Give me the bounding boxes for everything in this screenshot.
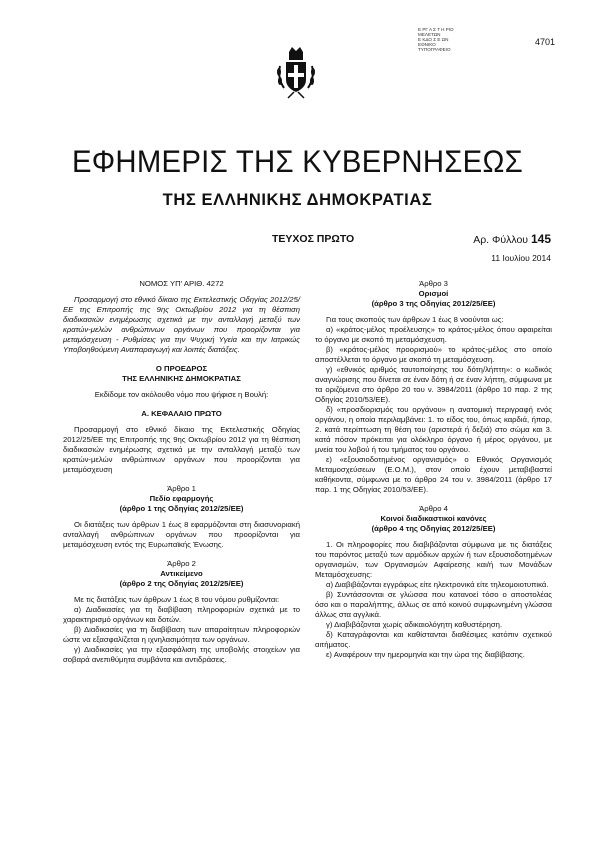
article-title: Πεδίο εφαρμογής	[149, 494, 214, 503]
article-item: α) «κράτος-μέλος προέλευσης» το κράτος-μέλος όπου αφαιρείται το όργανο με σκοπό τη μεταμόσχευση.	[315, 325, 552, 344]
article-number: Άρθρο 3	[419, 279, 448, 288]
stamp-line: Ε ΡΓ Α Σ Τ Η ΡΙΟ	[418, 27, 454, 32]
article-text: 1. Οι πληροφορίες που διαβιβάζονται σύμφωνα με τις διατάξεις του παρόντος μεταξύ των αρμόδιων αρχών ή των εξουσιοδοτημένων οργανισμών, των Οργανισμών Αφαίρεσης και/ή των Μονάδων Μεταμόσχευσης:	[315, 540, 552, 579]
sheet-value: 145	[530, 232, 551, 246]
article-ref: (άρθρο 3 της Οδηγίας 2012/25/ΕΕ)	[371, 299, 496, 308]
law-title: Προσαρμογή στο εθνικό δίκαιο της Εκτελεστικής Οδηγίας 2012/25/ΕΕ της Επιτροπής της 9ης Οκτωβρίου 2012 για τη θέσπιση διαδικασιών ενημέρωσης σχετικά με την ανταλλαγή μεταξύ των κρατών-μελών ανθρώπινων οργάνων που προορίζονται για μεταμόσχευση - Ρυθμίσεις για την Ψυχική Υγεία και την Ιατρικώς Υποβοηθούμενη Αναπαραγωγή και λοιπές διατάξεις.	[63, 295, 300, 354]
article-item: β) Διαδικασίες για τη διαβίβαση των απαραίτητων πληροφοριών ώστε να εξασφαλίζεται η ιχνηλασιμότητα των οργάνων.	[63, 625, 300, 644]
article-ref: (άρθρο 2 της Οδηγίας 2012/25/ΕΕ)	[119, 579, 244, 588]
article-item: δ) Καταγράφονται και καθίστανται διαθέσιμες κατόπιν σχετικού αιτήματος.	[315, 630, 552, 649]
right-column	[315, 279, 552, 660]
article-title: Αντικείμενο	[160, 569, 203, 578]
chapter-text: Προσαρμογή στο εθνικό δίκαιο της Εκτελεστικής Οδηγίας 2012/25/ΕΕ της Επιτροπής της 9ης Οκτωβρίου 2012 για τη θέσπιση διαδικασιών ενημέρωσης σχετικά με την ανταλλαγή μεταξύ των κρατών-μελών ανθρώπινων οργάνων που προορίζονται για μεταμόσχευση	[63, 425, 300, 474]
gazette-subtitle: ΤΗΣ ΕΛΛΗΝΙΚΗΣ ΔΗΜΟΚΡΑΤΙΑΣ	[162, 191, 433, 209]
article-item: δ) «προσδιορισμός του οργάνου» η ανατομική περιγραφή ενός οργάνου, η οποία περιλαμβάνει: 1. το είδος του, όπως καρδιά, ήπαρ, 2. κατά περίπτωση τη θέση του (αριστερά ή δεξιά) στο σώμα και 3. κατά πόσον πρόκειται για ολόκληρο όργανο ή μέρος οργάνου, με μνεία του λοβού ή του τμήματος του οργάνου.	[315, 405, 552, 454]
article-item: γ) Διαδικασίες για την εξασφάλιση της υποβολής στοιχείων για σοβαρά ανεπιθύμητα συμβάντα και αντιδράσεις.	[63, 645, 300, 664]
article-ref: (άρθρο 4 της Οδηγίας 2012/25/ΕΕ)	[371, 524, 496, 533]
article-item: ε) Αναφέρουν την ημερομηνία και την ώρα της διαβίβασης.	[326, 650, 525, 659]
publication-date: 11 Ιουλίου 2014	[491, 253, 551, 263]
chapter-heading: Α. ΚΕΦΑΛΑΙΟ ΠΡΩΤΟ	[141, 409, 222, 418]
article-item: ε) «εξουσιοδοτημένος οργανισμός» ο Εθνικός Οργανισμός Μεταμοσχεύσεων (Ε.Ο.Μ.), στον οποίο έχουν μεταβιβαστεί καθήκοντα, σύμφωνα με το άρθρο 24 του ν. 3984/2011 (άρθρο 17 παρ. 1 της Οδηγίας 2010/53/ΕΕ).	[315, 455, 552, 494]
printing-office-stamp	[418, 27, 466, 52]
president-heading: Ο ΠΡΟΕΔΡΟΣ	[155, 364, 208, 373]
stamp-line: ΜΕΛΕΤΩΝ	[418, 32, 441, 37]
article-item: α) Διαδικασίες για τη διαβίβαση πληροφοριών σχετικά με το χαρακτηρισμό οργάνων και δοτών.	[63, 605, 300, 624]
stamp-line: ΕΘΝΙΚΟ	[418, 42, 436, 47]
gazette-title: ΕΦΗΜΕΡΙΣ ΤΗΣ ΚΥΒΕΡΝΗΣΕΩΣ	[71, 143, 524, 179]
article-ref: (άρθρο 1 της Οδηγίας 2012/25/ΕΕ)	[119, 504, 244, 513]
stamp-line: Ε ΚΔΟ Σ Ε ΩΝ	[418, 37, 449, 42]
article-item: α) Διαβιβάζονται εγγράφως είτε ηλεκτρονικά είτε τηλεομοιοτυπικά.	[326, 580, 549, 589]
sheet-number	[473, 232, 551, 246]
hellenic-republic-emblem-icon	[274, 44, 318, 102]
article-item: γ) Διαβιβάζονται χωρίς αδικαιολόγητη καθυστέρηση.	[326, 620, 503, 629]
issue-label: ΤΕΥΧΟΣ ΠΡΩΤΟ	[272, 233, 355, 245]
article-number: Άρθρο 4	[419, 504, 448, 513]
article-item: β) «κράτος-μέλος προορισμού» το κράτος-μέλος στο οποίο αποστέλλεται το όργανο με σκοπό τη μεταμόσχευση.	[315, 345, 552, 364]
article-text: Οι διατάξεις των άρθρων 1 έως 8 εφαρμόζονται στη διασυνοριακή ανταλλαγή ανθρώπινων οργάνων που προορίζονται για μεταμόσχευση εντός της Ευρωπαϊκής Ένωσης.	[63, 520, 300, 549]
page-number: 4701	[534, 37, 555, 47]
article-text: Με τις διατάξεις των άρθρων 1 έως 8 του νόμου ρυθμίζονται:	[74, 595, 280, 604]
article-title: Κοινοί διαδικαστικοί κανόνες	[380, 514, 487, 523]
left-column	[63, 279, 300, 665]
law-number: ΝΟΜΟΣ ΥΠ' ΑΡΙΘ. 4272	[139, 279, 224, 288]
article-item: γ) «εθνικός αριθμός ταυτοποίησης του δότη/λήπτη»: ο κωδικός αναγνώρισης που δίνεται σε έναν δότη ή σε έναν λήπτη, σύμφωνα με τα οριζόμενα στο άρθρο 20 του ν. 3984/2011 (άρθρο 10 παρ. 2 της Οδηγίας 2010/53/ΕΕ).	[315, 365, 552, 404]
article-item: β) Συντάσσονται σε γλώσσα που κατανοεί τόσο ο αποστολέας όσο και ο παραλήπτης, άλλως σε από κοινού συμφωνημένη γλώσσα άλλως στα αγγλικά.	[315, 590, 552, 619]
article-text: Για τους σκοπούς των άρθρων 1 έως 8 νοούνται ως:	[326, 315, 504, 324]
enactment-text: Εκδίδομε τον ακόλουθο νόμο που ψήφισε η Βουλή:	[94, 390, 269, 399]
article-number: Άρθρο 1	[167, 484, 196, 493]
sheet-label: Αρ. Φύλλου	[473, 234, 529, 246]
article-title: Ορισμοί	[418, 289, 449, 298]
stamp-line: ΤΥΠΟΓΡΑΦΕΙΟ	[418, 47, 451, 52]
president-heading: ΤΗΣ ΕΛΛΗΝΙΚΗΣ ΔΗΜΟΚΡΑΤΙΑΣ	[122, 374, 241, 383]
article-number: Άρθρο 2	[167, 559, 196, 568]
